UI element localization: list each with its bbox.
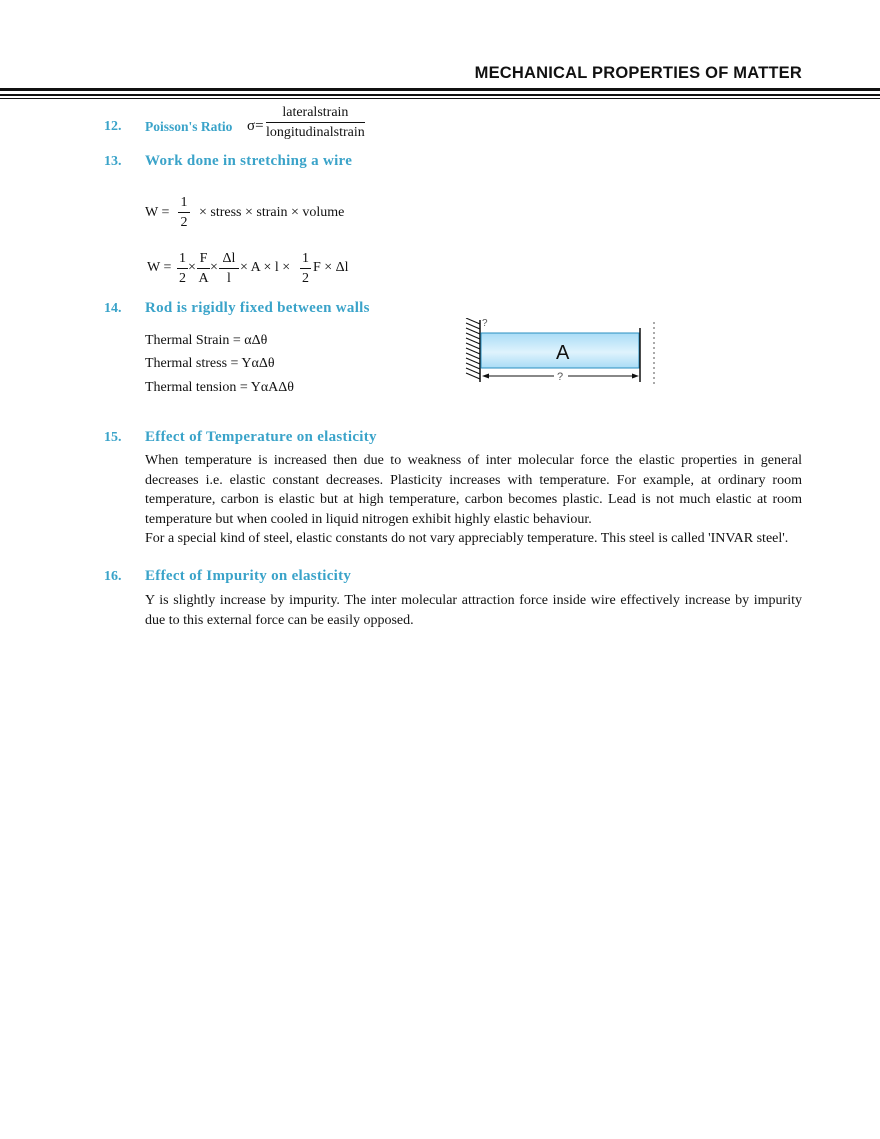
- poisson-numerator: lateralstrain: [282, 105, 349, 120]
- section-15-number: 15.: [104, 430, 122, 445]
- rod-label: A: [556, 342, 570, 364]
- eq2-frac-4-num: 1: [302, 251, 309, 266]
- poisson-denominator: longitudinalstrain: [266, 125, 365, 140]
- section-15-paragraph-2: For a special kind of steel, elastic constants do not vary appreciably temperature. This steel is called 'INVAR steel'.: [145, 531, 789, 546]
- poisson-sigma: σ=: [247, 118, 264, 134]
- eq2-frac-2: [197, 252, 210, 286]
- section-12-number: 12.: [104, 119, 122, 134]
- section-14-number: 14.: [104, 301, 122, 316]
- rod-top-mark: ?: [482, 318, 488, 329]
- section-12-title: Poisson's Ratio: [145, 119, 233, 134]
- eq2-frac-4-den: 2: [302, 271, 309, 286]
- eq2-frac-2-num: F: [199, 251, 208, 266]
- header-rule-thick: [0, 88, 880, 91]
- eq2-lhs: W =: [147, 260, 172, 275]
- section-16-body: [145, 591, 802, 630]
- eq2-frac-2-den: A: [198, 271, 209, 286]
- section-14-title: Rod is rigidly fixed between walls: [145, 300, 370, 316]
- eq2-tail: F × Δl: [313, 260, 349, 275]
- header-rule-thin-1: [0, 94, 880, 96]
- eq1-lhs: W =: [145, 205, 170, 220]
- eq2-frac-4: [300, 252, 311, 286]
- thermal-stress-line: Thermal stress = YαΔθ: [145, 356, 275, 371]
- eq2-frac-1: [177, 252, 188, 286]
- section-15-title: Effect of Temperature on elasticity: [145, 429, 377, 445]
- eq1-rest: × stress × strain × volume: [199, 205, 345, 220]
- section-13-number: 13.: [104, 154, 122, 169]
- rod-length-mark: ?: [557, 371, 564, 383]
- section-15-paragraph-1: When temperature is increased then due to weakness of inter molecular force the elastic properties in general decreases i.e. elastic constant decreases. Plasticity increases with temperature. For example, at ordinary room temperature, carbon is elastic but at high temperature, carbon becomes plastic. Lead is not much elastic at room temperature but when cooled in liquid nitrogen exhibit highly elastic behaviour.: [145, 453, 802, 527]
- thermal-strain-line: Thermal Strain = αΔθ: [145, 333, 268, 348]
- eq2-frac-1-den: 2: [179, 271, 186, 286]
- section-13-title: Work done in stretching a wire: [145, 153, 353, 169]
- eq2-frac-3: [219, 252, 239, 286]
- eq2-times-1: ×: [188, 260, 196, 275]
- eq2-middle: × A × l ×: [240, 260, 291, 275]
- poisson-ratio-fraction: [266, 106, 365, 140]
- section-16-title: Effect of Impurity on elasticity: [145, 568, 352, 584]
- eq2-frac-3-num: Δl: [222, 251, 236, 266]
- header-rule-thin-2: [0, 98, 880, 99]
- section-16-number: 16.: [104, 569, 122, 584]
- eq1-half-den: 2: [180, 215, 188, 230]
- thermal-tension-line: Thermal tension = YαAΔθ: [145, 380, 295, 395]
- eq2-times-2: ×: [210, 260, 218, 275]
- section-15-body: [145, 451, 802, 549]
- eq2-frac-1-num: 1: [179, 251, 186, 266]
- section-16-paragraph-1: Y is slightly increase by impurity. The inter molecular attraction force inside wire effectively increase by impurity due to this external force can be easily opposed.: [145, 593, 802, 628]
- eq1-half: [178, 196, 190, 230]
- eq1-half-num: 1: [180, 195, 188, 210]
- page-header-title: MECHANICAL PROPERTIES OF MATTER: [474, 64, 802, 82]
- eq2-frac-3-den: l: [227, 271, 231, 286]
